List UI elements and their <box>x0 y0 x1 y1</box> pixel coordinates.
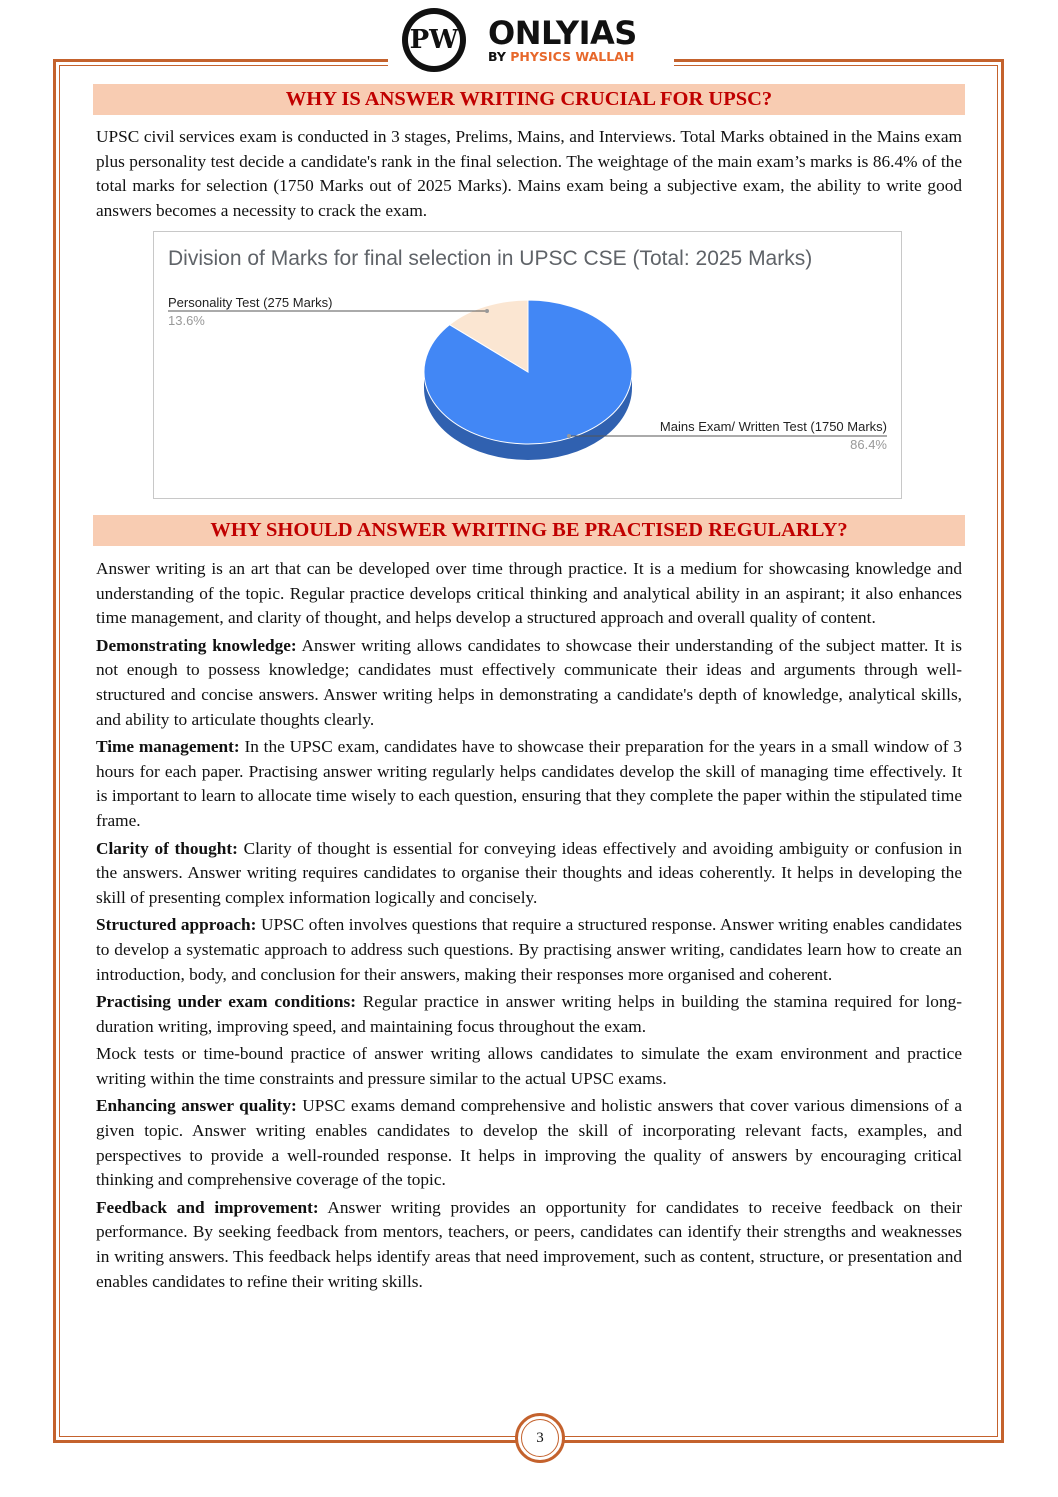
section1-heading: WHY IS ANSWER WRITING CRUCIAL FOR UPSC? <box>93 84 965 115</box>
point-title: Practising under exam conditions: <box>96 992 356 1012</box>
point-text: Regular practice in answer writing helps in building the stamina required for long-duration writing, improving speed, and maintaining focus throughout the exam. <box>96 992 962 1036</box>
point-paragraph <box>96 990 962 1039</box>
point-paragraph <box>96 837 962 911</box>
section1-paragraph: UPSC civil services exam is conducted in 3 stages, Prelims, Mains, and Interviews. Total Marks obtained in the Mains exam plus personality test decide a candidate's rank in the final selection. The weightage of the main exam’s marks is 86.4% of the total marks for selection (1750 Marks out of 2025 Marks). Mains exam being a subjective exam, the ability to write good answers becomes a necessity to crack the exam. <box>96 127 962 220</box>
brand <box>488 16 637 64</box>
section2-intro: Answer writing is an art that can be developed over time through practice. It is a medium for showcasing knowledge and understanding of the topic. Regular practice develops critical thinking and analytical ability in an aspirant; it also enhances time management, and clarity of thought, and helps develop a structured approach and overall quality of content. <box>96 559 962 628</box>
point-title: Enhancing answer quality: <box>96 1096 297 1116</box>
pw-logo-text: PW <box>408 14 460 66</box>
page-number-badge <box>515 1413 565 1463</box>
point-text: Clarity of thought is essential for conveying ideas effectively and avoiding ambiguity or confusion in the answers. Answer writing requires candidates to organise their thoughts and ideas coherently. It helps in developing the skill of presenting complex information logically and concisely. <box>96 838 962 907</box>
leader-dot-0 <box>485 309 489 313</box>
point-title: Feedback and improvement: <box>96 1197 319 1217</box>
point-text: In the UPSC exam, candidates have to showcase their preparation for the years in a small window of 3 hours for each paper. Practising answer writing regularly helps candidates develop the skill of managing time effectively. It is important to learn to allocate time wisely to each question, ensuring that they complete the paper within the stipulated time frame. <box>96 737 962 830</box>
point-paragraph <box>96 634 962 732</box>
point-text: UPSC exams demand comprehensive and holistic answers that cover various dimensions of a given topic. Answer writing enables candidates to develop the skill of incorporating relevant facts, examples, and perspectives to provide a well-rounded response. It helps in improving the quality of answers by encouraging critical thinking and comprehensive coverage of the topic. <box>96 1096 962 1190</box>
point-title: Demonstrating knowledge: <box>96 635 297 655</box>
brand-subtitle <box>488 50 637 64</box>
pie-group <box>168 300 887 460</box>
point-paragraph <box>96 1042 962 1091</box>
point-title: Structured approach: <box>96 915 257 935</box>
brand-sub-rest: PHYSICS WALLAH <box>505 49 635 64</box>
slice-percent-personality: 13.6% <box>168 313 205 328</box>
slice-label-mains: Mains Exam/ Written Test (1750 Marks) <box>659 419 887 434</box>
pie-chart <box>153 231 902 499</box>
section2-heading: WHY SHOULD ANSWER WRITING BE PRACTISED REGULARLY? <box>93 515 965 546</box>
points-list <box>96 634 962 1294</box>
slice-label-personality: Personality Test (275 Marks) <box>168 295 333 310</box>
point-title: Time management: <box>96 737 240 757</box>
section2-body <box>96 557 962 1297</box>
leader-dot-1 <box>567 434 571 438</box>
point-text: UPSC often involves questions that require a structured response. Answer writing enables candidates to develop a systematic approach to address such questions. By practising answer writing, candidates learn how to create an introduction, body, and conclusion for their answers, making their responses more organised and coherent. <box>96 915 962 984</box>
brand-sub-prefix: BY <box>488 49 506 64</box>
slice-percent-mains: 86.4% <box>850 437 887 452</box>
point-paragraph <box>96 1196 962 1294</box>
point-paragraph <box>96 735 962 833</box>
brand-name: ONLYIAS <box>488 14 637 52</box>
point-paragraph <box>96 913 962 987</box>
chart-title: Division of Marks for final selection in UPSC CSE (Total: 2025 Marks) <box>168 247 813 270</box>
point-paragraph <box>96 1094 962 1192</box>
point-text: Answer writing provides an opportunity for candidates to receive feedback on their performance. By seeking feedback from mentors, teachers, or peers, candidates can identify their strengths and weaknesses in writing answers. This feedback helps identify areas that need improvement, such as content, structure, or presentation and enables candidates to refine their writing skills. <box>96 1197 962 1291</box>
header-logo <box>388 4 674 76</box>
pie-chart-svg <box>154 232 903 500</box>
pw-logo-icon <box>402 8 466 72</box>
point-text: Answer writing allows candidates to showcase their understanding of the subject matter. It is not enough to possess knowledge; candidates must effectively communicate their ideas and arguments through well-structured and concise answers. Answer writing helps in demonstrating a candidate's depth of knowledge, analytical skills, and ability to articulate thoughts clearly. <box>96 635 962 729</box>
page-number: 3 <box>521 1419 559 1457</box>
point-text: Mock tests or time-bound practice of answer writing allows candidates to simulate the exam environment and practice writing within the time constraints and pressure similar to the actual UPSC exams. <box>96 1044 962 1088</box>
point-title: Clarity of thought: <box>96 838 238 858</box>
